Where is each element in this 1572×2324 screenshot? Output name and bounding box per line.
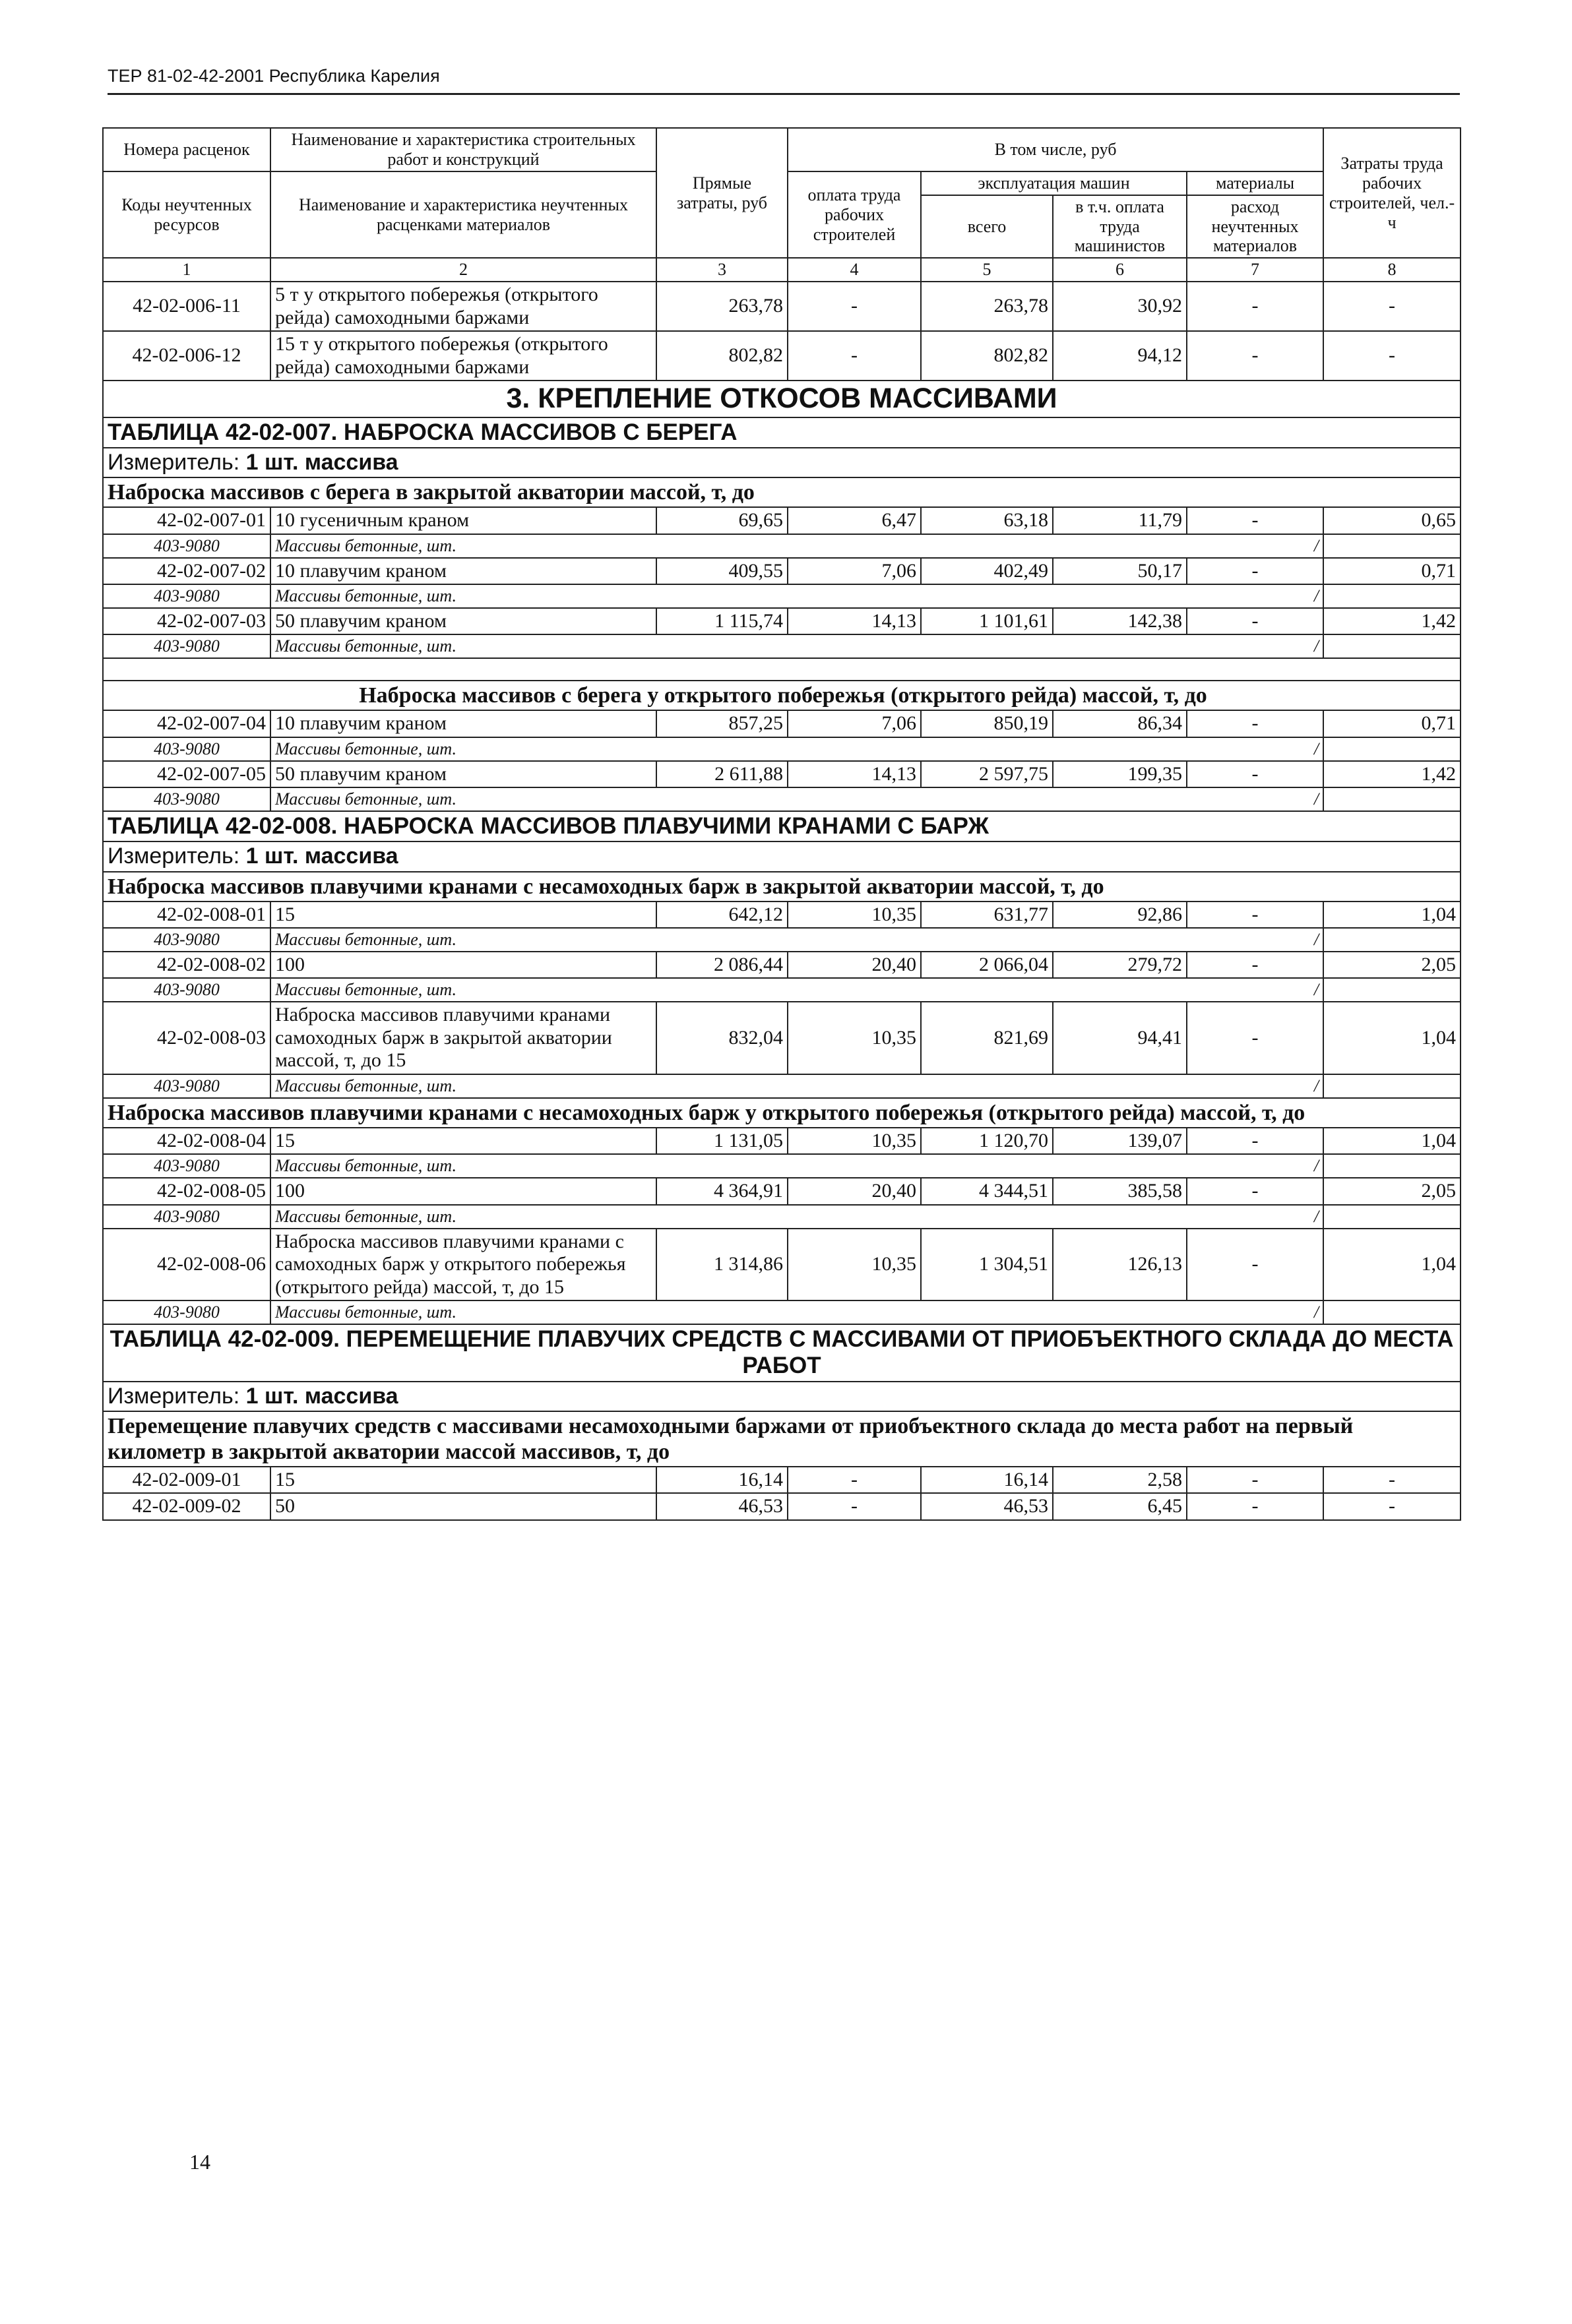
- direct-cost: 263,78: [656, 282, 788, 331]
- resource-row: [103, 584, 1461, 608]
- labor-cost: 14,13: [788, 608, 921, 635]
- labor-hours: 1,04: [1323, 1002, 1461, 1074]
- resource-empty: [1323, 978, 1461, 1002]
- machinist-labor-cost: 94,12: [1053, 331, 1187, 381]
- machine-cost: 821,69: [921, 1002, 1053, 1074]
- materials-cost: -: [1187, 902, 1323, 929]
- resource-empty: [1323, 787, 1461, 811]
- group-heading: Наброска массивов с берега в закрытой акватории массой, т, до: [103, 477, 1461, 507]
- labor-hours: 0,71: [1323, 558, 1461, 585]
- resource-slash: /: [1187, 1074, 1323, 1098]
- materials-cost: -: [1187, 558, 1323, 585]
- direct-cost: 409,55: [656, 558, 788, 585]
- col4-header: оплата труда рабочих строителей: [788, 171, 921, 259]
- labor-hours: -: [1323, 1493, 1461, 1520]
- direct-cost: 2 086,44: [656, 952, 788, 979]
- materials-cost: -: [1187, 1128, 1323, 1155]
- materials-cost: -: [1187, 282, 1323, 331]
- col-number: 3: [656, 258, 788, 282]
- resource-slash: /: [1187, 787, 1323, 811]
- t007-g2-rows: [103, 710, 1461, 811]
- spacer: [103, 658, 1461, 681]
- materials-cost: -: [1187, 507, 1323, 534]
- machinist-labor-cost: 279,72: [1053, 952, 1187, 979]
- resource-name: Массивы бетонные, шт.: [270, 928, 1187, 952]
- machines-header: эксплуатация машин: [921, 171, 1187, 195]
- meter-value: 1 шт. массива: [245, 449, 398, 475]
- section-heading-row: [103, 381, 1461, 417]
- table-title-row: [103, 1324, 1461, 1382]
- column-numbers-row: [103, 258, 1461, 282]
- table-title-009: ТАБЛИЦА 42-02-009. ПЕРЕМЕЩЕНИЕ ПЛАВУЧИХ СРЕДСТВ С МАССИВАМИ ОТ ПРИОБЪЕКТНОГО СКЛАДА ДО МЕСТА РАБОТ: [103, 1324, 1461, 1382]
- table-title-row: [103, 811, 1461, 841]
- direct-cost: 69,65: [656, 507, 788, 534]
- resource-name: Массивы бетонные, шт.: [270, 1154, 1187, 1178]
- table-row: [103, 608, 1461, 635]
- header-row-top: [103, 128, 1461, 171]
- resource-empty: [1323, 1074, 1461, 1098]
- materials-cost: -: [1187, 1178, 1323, 1205]
- work-name: 15: [270, 1467, 656, 1494]
- labor-cost: -: [788, 1467, 921, 1494]
- meter-label: Измеритель:: [108, 1383, 240, 1409]
- col8-header: Затраты труда рабочих строителей, чел.-ч: [1323, 128, 1461, 258]
- t009-g1-rows: [103, 1467, 1461, 1520]
- resource-slash: /: [1187, 1154, 1323, 1178]
- machinist-labor-cost: 6,45: [1053, 1493, 1187, 1520]
- rate-code: 42-02-008-01: [103, 902, 270, 929]
- col-number: 2: [270, 258, 656, 282]
- materials-cost: -: [1187, 1467, 1323, 1494]
- work-name: Наброска массивов плавучими кранами самоходных барж в закрытой акватории массой, т, до 15: [270, 1002, 656, 1074]
- machinist-labor-cost: 199,35: [1053, 761, 1187, 788]
- labor-cost: 10,35: [788, 1002, 921, 1074]
- labor-cost: -: [788, 1493, 921, 1520]
- labor-cost: 6,47: [788, 507, 921, 534]
- resource-empty: [1323, 634, 1461, 658]
- work-name: 15: [270, 902, 656, 929]
- resource-slash: /: [1187, 928, 1323, 952]
- meter: [103, 1382, 1461, 1411]
- machine-cost: 850,19: [921, 710, 1053, 737]
- rate-code: 42-02-007-01: [103, 507, 270, 534]
- direct-cost: 16,14: [656, 1467, 788, 1494]
- direct-cost: 832,04: [656, 1002, 788, 1074]
- col-number: 8: [1323, 258, 1461, 282]
- labor-cost: 10,35: [788, 1128, 921, 1155]
- table-title-008: ТАБЛИЦА 42-02-008. НАБРОСКА МАССИВОВ ПЛАВУЧИМИ КРАНАМИ С БАРЖ: [103, 811, 1461, 841]
- resource-slash: /: [1187, 534, 1323, 558]
- table-row: [103, 1467, 1461, 1494]
- resource-empty: [1323, 1154, 1461, 1178]
- direct-cost: 1 314,86: [656, 1229, 788, 1301]
- labor-hours: 1,42: [1323, 608, 1461, 635]
- table-row: [103, 710, 1461, 737]
- group-heading-row: [103, 872, 1461, 902]
- direct-cost: 4 364,91: [656, 1178, 788, 1205]
- labor-hours: 0,71: [1323, 710, 1461, 737]
- materials-cost: -: [1187, 1002, 1323, 1074]
- resource-slash: /: [1187, 737, 1323, 761]
- work-name: 15 т у открытого побережья (открытого рейда) самоходными баржами: [270, 331, 656, 381]
- materials-cost: -: [1187, 1229, 1323, 1301]
- machine-cost: 1 101,61: [921, 608, 1053, 635]
- resource-empty: [1323, 1205, 1461, 1229]
- resource-name: Массивы бетонные, шт.: [270, 737, 1187, 761]
- work-name: 10 плавучим краном: [270, 710, 656, 737]
- labor-cost: 20,40: [788, 1178, 921, 1205]
- col-number: 1: [103, 258, 270, 282]
- direct-cost: 46,53: [656, 1493, 788, 1520]
- group-heading-row: [103, 477, 1461, 507]
- labor-hours: 1,04: [1323, 1229, 1461, 1301]
- direct-cost: 857,25: [656, 710, 788, 737]
- section-title: 3. КРЕПЛЕНИЕ ОТКОСОВ МАССИВАМИ: [103, 381, 1461, 417]
- machinist-labor-cost: 139,07: [1053, 1128, 1187, 1155]
- resource-row: [103, 1074, 1461, 1098]
- table-row: [103, 761, 1461, 788]
- meter-value: 1 шт. массива: [245, 1383, 398, 1409]
- meter-row: [103, 448, 1461, 477]
- table-row: [103, 1229, 1461, 1301]
- group-heading-row: [103, 1411, 1461, 1467]
- table-title-007: ТАБЛИЦА 42-02-007. НАБРОСКА МАССИВОВ С БЕРЕГА: [103, 417, 1461, 448]
- rate-code: 42-02-008-04: [103, 1128, 270, 1155]
- resource-row: [103, 1205, 1461, 1229]
- resource-empty: [1323, 534, 1461, 558]
- machinist-labor-cost: 385,58: [1053, 1178, 1187, 1205]
- labor-hours: 1,04: [1323, 1128, 1461, 1155]
- rate-code: 42-02-009-01: [103, 1467, 270, 1494]
- col2-top-header: Наименование и характеристика строительных работ и конструкций: [270, 128, 656, 171]
- resource-row: [103, 737, 1461, 761]
- resource-code: 403-9080: [103, 534, 270, 558]
- resource-code: 403-9080: [103, 737, 270, 761]
- materials-cost: -: [1187, 331, 1323, 381]
- machine-cost: 46,53: [921, 1493, 1053, 1520]
- resource-empty: [1323, 584, 1461, 608]
- col6-header: в т.ч. оплата труда машинистов: [1053, 195, 1187, 259]
- resource-row: [103, 534, 1461, 558]
- materials-cost: -: [1187, 952, 1323, 979]
- machinist-labor-cost: 94,41: [1053, 1002, 1187, 1074]
- col1-bottom-header: Коды неучтенных ресурсов: [103, 171, 270, 259]
- labor-cost: 14,13: [788, 761, 921, 788]
- resource-row: [103, 634, 1461, 658]
- work-name: Наброска массивов плавучими кранами с самоходных барж у открытого побережья (открытого рейда) массой, т, до 15: [270, 1229, 656, 1301]
- resource-name: Массивы бетонные, шт.: [270, 787, 1187, 811]
- rate-code: 42-02-008-05: [103, 1178, 270, 1205]
- work-name: 15: [270, 1128, 656, 1155]
- machinist-labor-cost: 30,92: [1053, 282, 1187, 331]
- direct-cost: 642,12: [656, 902, 788, 929]
- rate-code: 42-02-008-06: [103, 1229, 270, 1301]
- col-number: 4: [788, 258, 921, 282]
- labor-hours: 1,04: [1323, 902, 1461, 929]
- spacer-row: [103, 658, 1461, 681]
- machine-cost: 1 120,70: [921, 1128, 1053, 1155]
- work-name: 50 плавучим краном: [270, 608, 656, 635]
- meter-label: Измеритель:: [108, 449, 240, 475]
- resource-name: Массивы бетонные, шт.: [270, 1300, 1187, 1324]
- table-row: [103, 1002, 1461, 1074]
- machinist-labor-cost: 142,38: [1053, 608, 1187, 635]
- direct-cost: 1 131,05: [656, 1128, 788, 1155]
- resource-name: Массивы бетонные, шт.: [270, 584, 1187, 608]
- t008-g2-rows: [103, 1128, 1461, 1324]
- resource-slash: /: [1187, 584, 1323, 608]
- machine-cost: 263,78: [921, 282, 1053, 331]
- resource-row: [103, 1154, 1461, 1178]
- rate-code: 42-02-007-02: [103, 558, 270, 585]
- labor-cost: 10,35: [788, 902, 921, 929]
- resource-code: 403-9080: [103, 978, 270, 1002]
- resource-slash: /: [1187, 1205, 1323, 1229]
- resource-slash: /: [1187, 978, 1323, 1002]
- table-row: [103, 558, 1461, 585]
- labor-cost: 7,06: [788, 558, 921, 585]
- work-name: 10 плавучим краном: [270, 558, 656, 585]
- resource-name: Массивы бетонные, шт.: [270, 1074, 1187, 1098]
- table-row: [103, 902, 1461, 929]
- materials-cost: -: [1187, 761, 1323, 788]
- col-number: 5: [921, 258, 1053, 282]
- resource-code: 403-9080: [103, 584, 270, 608]
- resource-code: 403-9080: [103, 1300, 270, 1324]
- labor-cost: -: [788, 282, 921, 331]
- direct-cost: 2 611,88: [656, 761, 788, 788]
- rate-code: 42-02-007-03: [103, 608, 270, 635]
- machine-cost: 802,82: [921, 331, 1053, 381]
- col-number: 6: [1053, 258, 1187, 282]
- materials-cost: -: [1187, 710, 1323, 737]
- labor-hours: -: [1323, 1467, 1461, 1494]
- table-row: [103, 507, 1461, 534]
- machine-cost: 2 066,04: [921, 952, 1053, 979]
- table-row: [103, 282, 1461, 331]
- resource-row: [103, 1300, 1461, 1324]
- col-number: 7: [1187, 258, 1323, 282]
- resource-slash: /: [1187, 634, 1323, 658]
- materials-header: материалы: [1187, 171, 1323, 195]
- machine-cost: 63,18: [921, 507, 1053, 534]
- resource-code: 403-9080: [103, 634, 270, 658]
- resource-row: [103, 928, 1461, 952]
- t008-g1-rows: [103, 902, 1461, 1098]
- labor-hours: 0,65: [1323, 507, 1461, 534]
- labor-hours: -: [1323, 282, 1461, 331]
- work-name: 10 гусеничным краном: [270, 507, 656, 534]
- labor-cost: 20,40: [788, 952, 921, 979]
- work-name: 100: [270, 952, 656, 979]
- resource-name: Массивы бетонные, шт.: [270, 1205, 1187, 1229]
- rate-code: 42-02-008-03: [103, 1002, 270, 1074]
- work-name: 5 т у открытого побережья (открытого рейда) самоходными баржами: [270, 282, 656, 331]
- rate-code: 42-02-006-11: [103, 282, 270, 331]
- table-row: [103, 1128, 1461, 1155]
- meter: [103, 448, 1461, 477]
- meter-value: 1 шт. массива: [245, 843, 398, 869]
- group-heading-row: [103, 681, 1461, 710]
- group-heading-row: [103, 1098, 1461, 1128]
- table-row: [103, 952, 1461, 979]
- col5-header: всего: [921, 195, 1053, 259]
- rate-code: 42-02-007-04: [103, 710, 270, 737]
- machine-cost: 1 304,51: [921, 1229, 1053, 1301]
- group-heading: Перемещение плавучих средств с массивами несамоходными баржами от приобъектного склада до места работ на первый километр в закрытой акватории массой массивов, т, до: [103, 1411, 1461, 1467]
- resource-empty: [1323, 928, 1461, 952]
- machine-cost: 4 344,51: [921, 1178, 1053, 1205]
- including-header: В том числе, руб: [788, 128, 1323, 171]
- labor-hours: 2,05: [1323, 1178, 1461, 1205]
- direct-cost: 802,82: [656, 331, 788, 381]
- work-name: 50 плавучим краном: [270, 761, 656, 788]
- rate-code: 42-02-006-12: [103, 331, 270, 381]
- page-number: 14: [189, 2150, 210, 2174]
- rates-table: [102, 127, 1461, 1521]
- meter-label: Измеритель:: [108, 843, 240, 869]
- resource-row: [103, 787, 1461, 811]
- table-row: [103, 1178, 1461, 1205]
- materials-cost: -: [1187, 1493, 1323, 1520]
- resource-code: 403-9080: [103, 1074, 270, 1098]
- resource-name: Массивы бетонные, шт.: [270, 634, 1187, 658]
- machinist-labor-cost: 50,17: [1053, 558, 1187, 585]
- resource-row: [103, 978, 1461, 1002]
- rate-code: 42-02-009-02: [103, 1493, 270, 1520]
- machine-cost: 2 597,75: [921, 761, 1053, 788]
- labor-hours: 2,05: [1323, 952, 1461, 979]
- col3-header: Прямые затраты, руб: [656, 128, 788, 258]
- group-heading: Наброска массивов с берега у открытого побережья (открытого рейда) массой, т, до: [103, 681, 1461, 710]
- page-header: ТЕР 81-02-42-2001 Республика Карелия: [108, 66, 1460, 95]
- machine-cost: 631,77: [921, 902, 1053, 929]
- resource-code: 403-9080: [103, 928, 270, 952]
- labor-cost: 7,06: [788, 710, 921, 737]
- col2-bottom-header: Наименование и характеристика неучтенных расценками материалов: [270, 171, 656, 259]
- resource-name: Массивы бетонные, шт.: [270, 978, 1187, 1002]
- group-heading: Наброска массивов плавучими кранами с несамоходных барж у открытого побережья (открытого рейда) массой, т, до: [103, 1098, 1461, 1128]
- rate-code: 42-02-007-05: [103, 761, 270, 788]
- meter-row: [103, 1382, 1461, 1411]
- resource-slash: /: [1187, 1300, 1323, 1324]
- labor-hours: -: [1323, 331, 1461, 381]
- meter-row: [103, 841, 1461, 871]
- materials-cost: -: [1187, 608, 1323, 635]
- resource-code: 403-9080: [103, 1154, 270, 1178]
- meter: [103, 841, 1461, 871]
- group-heading: Наброска массивов плавучими кранами с несамоходных барж в закрытой акватории массой, т, до: [103, 872, 1461, 902]
- machinist-labor-cost: 2,58: [1053, 1467, 1187, 1494]
- machinist-labor-cost: 126,13: [1053, 1229, 1187, 1301]
- machinist-labor-cost: 11,79: [1053, 507, 1187, 534]
- t007-g1-rows: [103, 507, 1461, 658]
- resource-empty: [1323, 1300, 1461, 1324]
- resource-empty: [1323, 737, 1461, 761]
- machine-cost: 402,49: [921, 558, 1053, 585]
- col1-top-header: Номера расценок: [103, 128, 270, 171]
- table-row: [103, 1493, 1461, 1520]
- labor-cost: -: [788, 331, 921, 381]
- resource-code: 403-9080: [103, 1205, 270, 1229]
- col7-header: расход неучтенных материалов: [1187, 195, 1323, 259]
- resource-name: Массивы бетонные, шт.: [270, 534, 1187, 558]
- rate-code: 42-02-008-02: [103, 952, 270, 979]
- direct-cost: 1 115,74: [656, 608, 788, 635]
- machinist-labor-cost: 92,86: [1053, 902, 1187, 929]
- table-title-row: [103, 417, 1461, 448]
- resource-code: 403-9080: [103, 787, 270, 811]
- table-row: [103, 331, 1461, 381]
- labor-hours: 1,42: [1323, 761, 1461, 788]
- labor-cost: 10,35: [788, 1229, 921, 1301]
- work-name: 50: [270, 1493, 656, 1520]
- machinist-labor-cost: 86,34: [1053, 710, 1187, 737]
- machine-cost: 16,14: [921, 1467, 1053, 1494]
- work-name: 100: [270, 1178, 656, 1205]
